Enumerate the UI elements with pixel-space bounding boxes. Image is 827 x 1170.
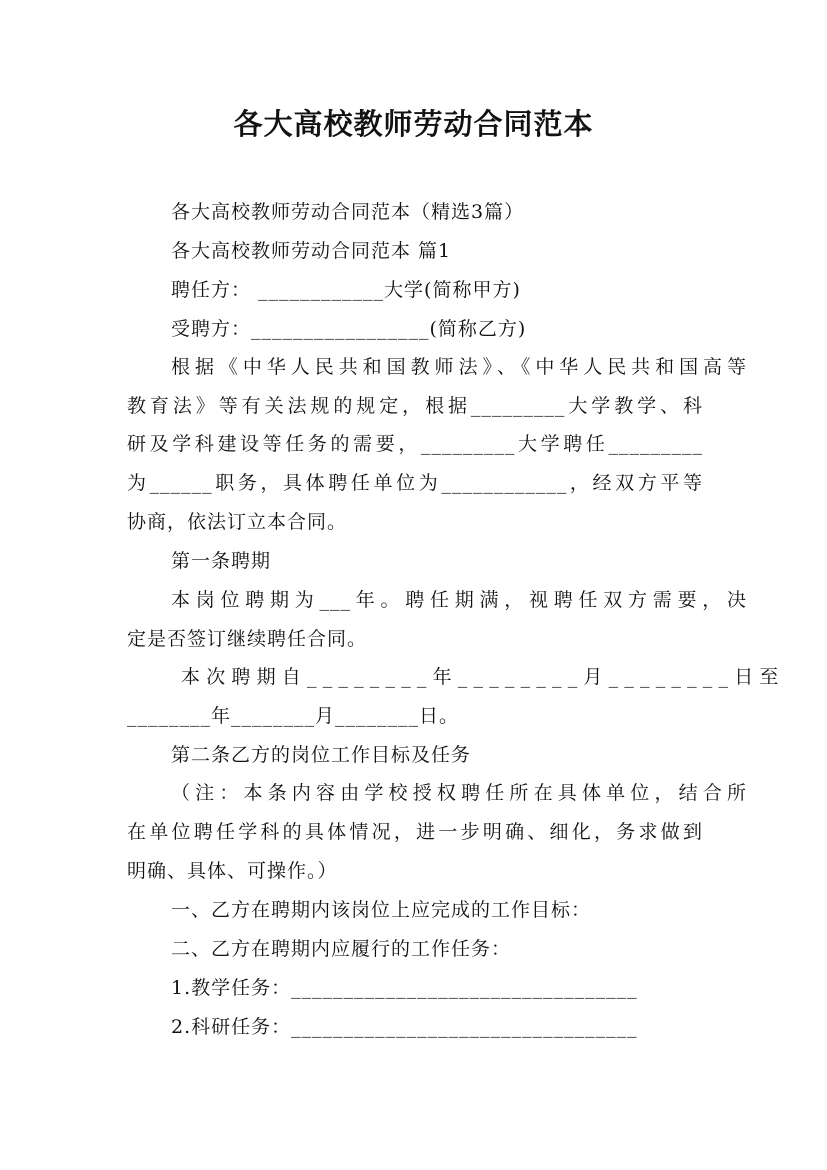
paragraph-line: 本岗位聘期为___年。聘任期满，视聘任双方需要，决: [171, 589, 747, 611]
paragraph-line: 教育法》等有关法规的规定，根据_________大学教学、科: [127, 395, 703, 417]
section-heading: 各大高校教师劳动合同范本 篇1: [171, 240, 452, 262]
list-item: 2.科研任务：_________________________________: [171, 1016, 638, 1038]
employee-line: 受聘方：_________________(简称乙方): [171, 318, 527, 340]
paragraph-line: 为______职务，具体聘任单位为____________，经双方平等: [127, 472, 703, 494]
list-item: 一、乙方在聘期内该岗位上应完成的工作目标：: [171, 899, 592, 921]
term-dates-line: ________年________月________日。: [127, 705, 460, 727]
document-title: 各大高校教师劳动合同范本: [233, 107, 594, 141]
list-item: 二、乙方在聘期内应履行的工作任务：: [171, 938, 512, 960]
subtitle-line: 各大高校教师劳动合同范本（精选3篇）: [171, 201, 525, 223]
note-line: （注：本条内容由学校授权聘任所在具体单位，结合所: [171, 782, 747, 804]
note-line: 明确、具体、可操作。）: [127, 860, 338, 882]
paragraph-line: 定是否签订继续聘任合同。: [127, 628, 368, 650]
list-item: 1.教学任务：_________________________________: [171, 977, 638, 999]
article-heading: 第二条乙方的岗位工作目标及任务: [171, 744, 472, 766]
paragraph-line: 研及学科建设等任务的需要，_________大学聘任_________: [127, 433, 703, 455]
paragraph-line: 根据《中华人民共和国教师法》、《中华人民共和国高等: [171, 356, 747, 378]
note-line: 在单位聘任学科的具体情况，进一步明确、细化，务求做到: [127, 821, 703, 843]
term-dates-line: 本次聘期自________年________月________日至: [181, 666, 785, 688]
employer-line: 聘任方： ____________大学(简称甲方): [171, 279, 521, 301]
paragraph-line: 协商，依法订立本合同。: [127, 511, 348, 533]
article-heading: 第一条聘期: [171, 550, 272, 572]
